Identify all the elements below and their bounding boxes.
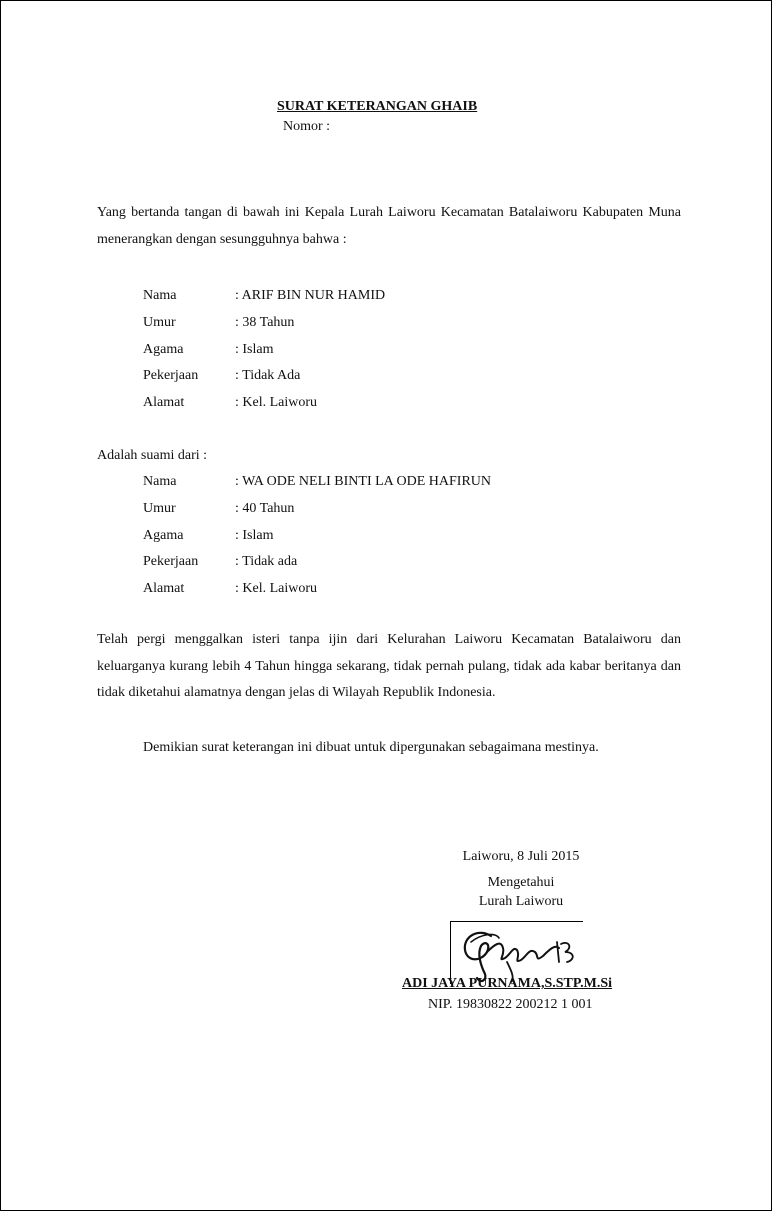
field-value: : Kel. Laiworu bbox=[235, 395, 318, 411]
statement-paragraph: Telah pergi menggalkan isteri tanpa ijin dari Kelurahan Laiworu Kecamatan Batalaiworu dan keluarganya kurang lebih 4 Tahun hingga sekarang, tidak pernah pulang, tidak ada kabar beritanya dan tidak diketahui alamatnya dengan jelas di Wilayah Republik Indonesia. bbox=[97, 632, 681, 700]
field-value: : 40 Tahun bbox=[235, 500, 295, 516]
acknowledged-label: Mengetahui bbox=[487, 875, 555, 890]
person1-details bbox=[143, 287, 663, 421]
field-label: Nama bbox=[143, 288, 177, 303]
person2-details bbox=[143, 473, 663, 607]
field-label: Agama bbox=[143, 341, 184, 357]
field-label: Nama bbox=[143, 474, 177, 489]
field-label: Agama bbox=[143, 527, 184, 543]
person2-row-address bbox=[143, 580, 663, 607]
relation-label: Adalah suami dari : bbox=[97, 448, 208, 463]
field-value: : Tidak Ada bbox=[235, 368, 301, 384]
person1-row-age bbox=[143, 314, 663, 341]
person2-row-religion bbox=[143, 527, 663, 554]
person1-row-religion bbox=[143, 341, 663, 368]
official-nip: NIP. 19830822 200212 1 001 bbox=[428, 997, 593, 1012]
person2-row-age bbox=[143, 500, 663, 527]
field-value: : Islam bbox=[235, 527, 274, 543]
closing-paragraph: Demikian surat keterangan ini dibuat untuk dipergunakan sebagaimana mestinya. bbox=[143, 740, 599, 755]
field-value: : Islam bbox=[235, 341, 274, 357]
field-value: : 38 Tahun bbox=[235, 314, 295, 330]
person1-row-address bbox=[143, 394, 663, 421]
field-label: Umur bbox=[143, 500, 176, 516]
field-label: Pekerjaan bbox=[143, 554, 199, 570]
official-position: Lurah Laiworu bbox=[478, 894, 564, 909]
person1-row-occupation bbox=[143, 367, 663, 394]
letter-number-label: Nomor : bbox=[283, 119, 331, 134]
official-name: ADI JAYA PURNAMA,S.STP.M.Si bbox=[402, 976, 613, 991]
field-label: Alamat bbox=[143, 395, 185, 411]
field-value: : ARIF BIN NUR HAMID bbox=[235, 288, 386, 303]
person1-row-name bbox=[143, 287, 663, 314]
field-value: : WA ODE NELI BINTI LA ODE HAFIRUN bbox=[235, 474, 491, 489]
place-date: Laiworu, 8 Juli 2015 bbox=[462, 849, 580, 864]
field-label: Pekerjaan bbox=[143, 368, 199, 384]
field-value: : Tidak ada bbox=[235, 554, 298, 570]
intro-paragraph: Yang bertanda tangan di bawah ini Kepala Lurah Laiworu Kecamatan Batalaiworu Kabupaten Muna menerangkan dengan sesungguhnya bahwa : bbox=[97, 205, 681, 247]
field-label: Alamat bbox=[143, 581, 185, 597]
person2-row-occupation bbox=[143, 553, 663, 580]
field-value: : Kel. Laiworu bbox=[235, 581, 318, 597]
field-label: Umur bbox=[143, 314, 176, 330]
person2-row-name bbox=[143, 473, 663, 500]
letter-title: SURAT KETERANGAN GHAIB bbox=[277, 99, 478, 114]
